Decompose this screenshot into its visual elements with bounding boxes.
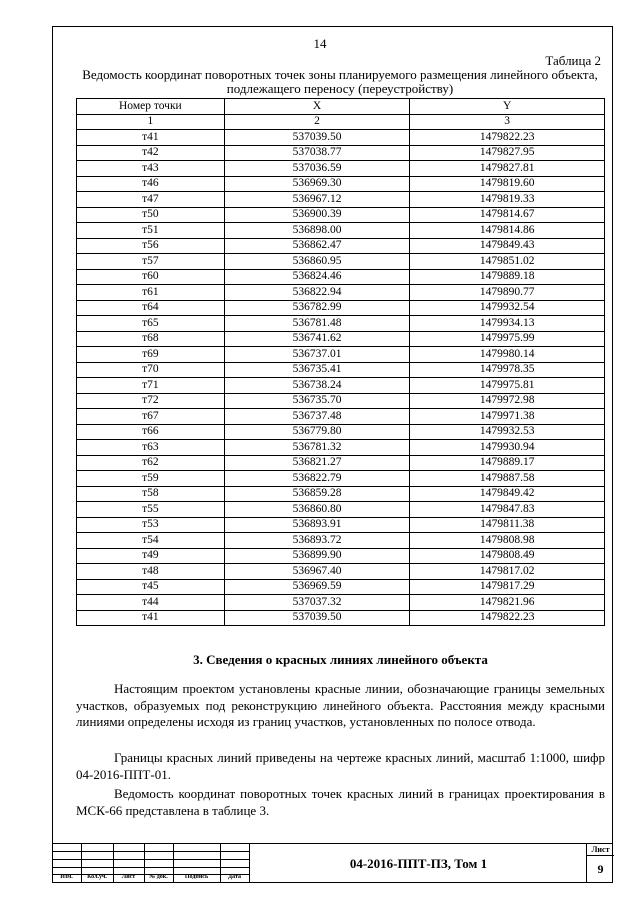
document-code-cell xyxy=(249,843,586,883)
table-row xyxy=(77,269,605,285)
sheet-number: 9 xyxy=(597,862,604,876)
y-coordinate-cell: 1479934.13 xyxy=(410,316,605,332)
x-coordinate-cell: 536969.30 xyxy=(224,176,410,192)
x-coordinate-cell: 536741.62 xyxy=(224,331,410,347)
table-row xyxy=(77,238,605,254)
point-number-cell: т68 xyxy=(77,331,225,347)
table-row xyxy=(77,331,605,347)
y-coordinate-cell: 1479817.02 xyxy=(410,564,605,580)
table-row xyxy=(77,486,605,502)
x-coordinate-cell: 537039.50 xyxy=(224,130,410,146)
y-coordinate-cell: 1479930.94 xyxy=(410,440,605,456)
point-number-cell: т41 xyxy=(77,610,225,626)
sheet-label: Лист xyxy=(591,845,610,854)
point-number-cell: т43 xyxy=(77,161,225,177)
point-number-cell: т61 xyxy=(77,285,225,301)
table-row xyxy=(77,595,605,611)
x-coordinate-cell: 536893.91 xyxy=(224,517,410,533)
title-block xyxy=(52,843,613,883)
x-coordinate-cell: 536822.79 xyxy=(224,471,410,487)
y-coordinate-cell: 1479849.42 xyxy=(410,486,605,502)
x-coordinate-cell: 536969.59 xyxy=(224,579,410,595)
y-coordinate-cell: 1479814.67 xyxy=(410,207,605,223)
point-number-cell: т65 xyxy=(77,316,225,332)
sheet-cell xyxy=(586,843,613,883)
table-row xyxy=(77,347,605,363)
table-row xyxy=(77,393,605,409)
point-number-cell: т55 xyxy=(77,502,225,518)
y-coordinate-cell: 1479819.60 xyxy=(410,176,605,192)
y-coordinate-cell: 1479847.83 xyxy=(410,502,605,518)
point-number-cell: т42 xyxy=(77,145,225,161)
stamp-label-count: Кол.уч. xyxy=(87,874,107,880)
point-number-cell: т41 xyxy=(77,130,225,146)
column-number-row xyxy=(77,114,605,130)
y-coordinate-cell: 1479822.23 xyxy=(410,130,605,146)
column-number: 3 xyxy=(410,114,605,130)
table-row xyxy=(77,610,605,626)
x-coordinate-cell: 536899.90 xyxy=(224,548,410,564)
y-coordinate-cell: 1479817.29 xyxy=(410,579,605,595)
x-coordinate-cell: 536737.48 xyxy=(224,409,410,425)
x-coordinate-cell: 536893.72 xyxy=(224,533,410,549)
y-coordinate-cell: 1479972.98 xyxy=(410,393,605,409)
y-coordinate-cell: 1479978.35 xyxy=(410,362,605,378)
table-row xyxy=(77,502,605,518)
table-row xyxy=(77,378,605,394)
column-number: 2 xyxy=(224,114,410,130)
x-coordinate-cell: 536862.47 xyxy=(224,238,410,254)
x-coordinate-cell: 536967.40 xyxy=(224,564,410,580)
table-row xyxy=(77,207,605,223)
table-row xyxy=(77,455,605,471)
x-coordinate-cell: 537038.77 xyxy=(224,145,410,161)
x-coordinate-cell: 536898.00 xyxy=(224,223,410,239)
table-row xyxy=(77,409,605,425)
column-number: 1 xyxy=(77,114,225,130)
header-point-number: Номер точки xyxy=(77,99,225,115)
x-coordinate-cell: 536735.70 xyxy=(224,393,410,409)
point-number-cell: т59 xyxy=(77,471,225,487)
point-number-cell: т53 xyxy=(77,517,225,533)
y-coordinate-cell: 1479889.17 xyxy=(410,455,605,471)
x-coordinate-cell: 536900.39 xyxy=(224,207,410,223)
point-number-cell: т58 xyxy=(77,486,225,502)
y-coordinate-cell: 1479822.23 xyxy=(410,610,605,626)
header-x: X xyxy=(224,99,410,115)
x-coordinate-cell: 537036.59 xyxy=(224,161,410,177)
page-number: 14 xyxy=(313,36,327,51)
revision-grid xyxy=(52,843,249,883)
x-coordinate-cell: 536737.01 xyxy=(224,347,410,363)
x-coordinate-cell: 537037.32 xyxy=(224,595,410,611)
table-row xyxy=(77,440,605,456)
table-row xyxy=(77,579,605,595)
x-coordinate-cell: 536824.46 xyxy=(224,269,410,285)
x-coordinate-cell: 536781.48 xyxy=(224,316,410,332)
section-title: 3. Сведения о красных линиях линейного объекта xyxy=(193,652,488,667)
y-coordinate-cell: 1479889.18 xyxy=(410,269,605,285)
x-coordinate-cell: 536782.99 xyxy=(224,300,410,316)
y-coordinate-cell: 1479980.14 xyxy=(410,347,605,363)
table-row xyxy=(77,223,605,239)
point-number-cell: т56 xyxy=(77,238,225,254)
table-row xyxy=(77,161,605,177)
point-number-cell: т47 xyxy=(77,192,225,208)
y-coordinate-cell: 1479971.38 xyxy=(410,409,605,425)
y-coordinate-cell: 1479890.77 xyxy=(410,285,605,301)
x-coordinate-cell: 536779.80 xyxy=(224,424,410,440)
point-number-cell: т49 xyxy=(77,548,225,564)
y-coordinate-cell: 1479851.02 xyxy=(410,254,605,270)
y-coordinate-cell: 1479819.33 xyxy=(410,192,605,208)
y-coordinate-cell: 1479975.81 xyxy=(410,378,605,394)
y-coordinate-cell: 1479975.99 xyxy=(410,331,605,347)
coordinates-table xyxy=(76,98,605,626)
x-coordinate-cell: 536735.41 xyxy=(224,362,410,378)
table-row xyxy=(77,533,605,549)
table-body xyxy=(77,130,605,626)
point-number-cell: т45 xyxy=(77,579,225,595)
document-code: 04-2016-ППТ-ПЗ, Том 1 xyxy=(349,856,488,871)
point-number-cell: т70 xyxy=(77,362,225,378)
table-label: Таблица 2 xyxy=(545,53,601,68)
x-coordinate-cell: 536738.24 xyxy=(224,378,410,394)
point-number-cell: т54 xyxy=(77,533,225,549)
table-row xyxy=(77,424,605,440)
x-coordinate-cell: 536859.28 xyxy=(224,486,410,502)
point-number-cell: т44 xyxy=(77,595,225,611)
x-coordinate-cell: 537039.50 xyxy=(224,610,410,626)
y-coordinate-cell: 1479932.54 xyxy=(410,300,605,316)
point-number-cell: т48 xyxy=(77,564,225,580)
point-number-cell: т72 xyxy=(77,393,225,409)
table-header-row xyxy=(77,99,605,115)
y-coordinate-cell: 1479814.86 xyxy=(410,223,605,239)
point-number-cell: т64 xyxy=(77,300,225,316)
y-coordinate-cell: 1479827.95 xyxy=(410,145,605,161)
stamp-label-change: Изм. xyxy=(60,874,73,880)
table-row xyxy=(77,564,605,580)
y-coordinate-cell: 1479808.98 xyxy=(410,533,605,549)
y-coordinate-cell: 1479811.38 xyxy=(410,517,605,533)
point-number-cell: т69 xyxy=(77,347,225,363)
point-number-cell: т51 xyxy=(77,223,225,239)
y-coordinate-cell: 1479808.49 xyxy=(410,548,605,564)
y-coordinate-cell: 1479827.81 xyxy=(410,161,605,177)
table-row xyxy=(77,192,605,208)
table-row xyxy=(77,130,605,146)
paragraph-table-reference: Ведомость координат поворотных точек красных линий в границах проектирования в МСК-66 представлена в таблице 3. xyxy=(76,786,605,818)
point-number-cell: т63 xyxy=(77,440,225,456)
stamp-label-sheet: Лист xyxy=(121,874,136,880)
table-row xyxy=(77,285,605,301)
x-coordinate-cell: 536781.32 xyxy=(224,440,410,456)
table-row xyxy=(77,316,605,332)
table-row xyxy=(77,471,605,487)
table-row xyxy=(77,145,605,161)
point-number-cell: т60 xyxy=(77,269,225,285)
point-number-cell: т62 xyxy=(77,455,225,471)
stamp-label-signature: Подпись xyxy=(184,874,209,880)
x-coordinate-cell: 536967.12 xyxy=(224,192,410,208)
x-coordinate-cell: 536860.95 xyxy=(224,254,410,270)
point-number-cell: т57 xyxy=(77,254,225,270)
y-coordinate-cell: 1479821.96 xyxy=(410,595,605,611)
paragraph-red-lines: Настоящим проектом установлены красные линии, обозначающие границы земельных участков, образуемых под реконструкцию линейного объекта. Расстояния между красными линиями определены исходя из границ участков, установленных по полосе отвода. xyxy=(76,681,605,729)
point-number-cell: т71 xyxy=(77,378,225,394)
x-coordinate-cell: 536860.80 xyxy=(224,502,410,518)
point-number-cell: т66 xyxy=(77,424,225,440)
point-number-cell: т50 xyxy=(77,207,225,223)
table-row xyxy=(77,517,605,533)
x-coordinate-cell: 536821.27 xyxy=(224,455,410,471)
table-row xyxy=(77,300,605,316)
y-coordinate-cell: 1479932.53 xyxy=(410,424,605,440)
table-row xyxy=(77,548,605,564)
table-row xyxy=(77,176,605,192)
stamp-label-doc-number: № док. xyxy=(149,874,168,880)
y-coordinate-cell: 1479849.43 xyxy=(410,238,605,254)
x-coordinate-cell: 536822.94 xyxy=(224,285,410,301)
y-coordinate-cell: 1479887.58 xyxy=(410,471,605,487)
point-number-cell: т67 xyxy=(77,409,225,425)
stamp-label-date: Дата xyxy=(228,874,241,880)
header-y: Y xyxy=(410,99,605,115)
point-number-cell: т46 xyxy=(77,176,225,192)
table-row xyxy=(77,254,605,270)
table-row xyxy=(77,362,605,378)
table-title: Ведомость координат поворотных точек зоны планируемого размещения линейного объекта, подлежащего переносу (переустройству) xyxy=(82,67,598,96)
paragraph-drawing-reference: Границы красных линий приведены на чертеже красных линий, масштаб 1:1000, шифр 04-2016-ППТ-01. xyxy=(76,750,605,782)
